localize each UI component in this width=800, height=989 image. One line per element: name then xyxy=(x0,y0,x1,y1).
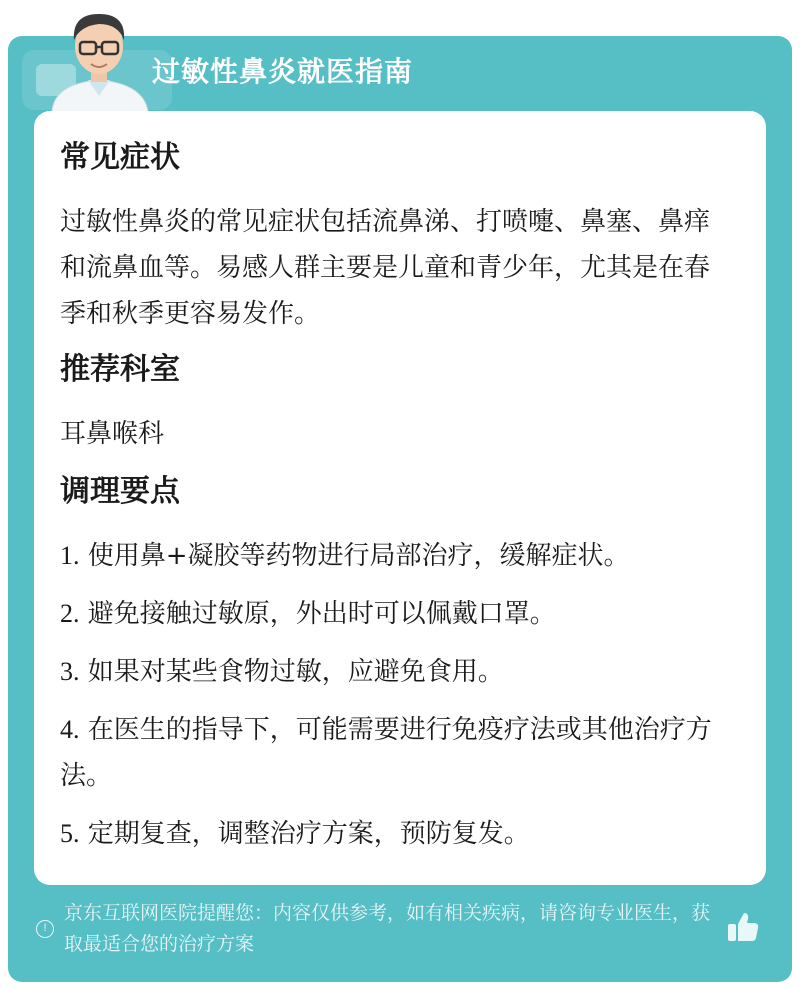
info-icon: ! xyxy=(36,920,54,938)
list-item-text: 定期复查，调整治疗方案，预防复发。 xyxy=(87,819,530,849)
symptoms-heading: 常见症状 xyxy=(60,140,180,175)
list-item-number: 1. xyxy=(60,541,80,570)
list-item xyxy=(60,533,740,579)
list-item-text: 在医生的指导下，可能需要进行免疫疗法或其他治疗方法。 xyxy=(60,715,712,791)
list-item xyxy=(60,707,740,799)
symptoms-text: 过敏性鼻炎的常见症状包括流鼻涕、打喷嚏、鼻塞、鼻痒和流鼻血等。易感人群主要是儿童和青少年，尤其是在春季和秋季更容易发作。 xyxy=(60,207,711,329)
footer-notice-text: 京东互联网医院提醒您：内容仅供参考，如有相关疾病，请咨询专业医生，获取最适合您的治疗方案 xyxy=(64,902,711,955)
department-heading: 推荐科室 xyxy=(60,352,180,387)
care-list xyxy=(60,533,740,869)
list-item-number: 5. xyxy=(60,819,80,848)
list-item-number: 4. xyxy=(60,715,80,744)
list-item-text: 如果对某些食物过敏，应避免食用。 xyxy=(87,657,504,687)
care-heading: 调理要点 xyxy=(60,474,180,509)
doctor-avatar xyxy=(44,4,154,112)
department-text: 耳鼻喉科 xyxy=(60,419,165,449)
list-item-text: 避免接触过敏原，外出时可以佩戴口罩。 xyxy=(87,599,556,629)
content-card xyxy=(34,111,766,885)
footer-notice xyxy=(36,898,796,968)
list-item xyxy=(60,649,740,695)
list-item-text: 使用鼻+凝胶等药物进行局部治疗，缓解症状。 xyxy=(87,541,630,571)
page-title: 过敏性鼻炎就医指南 xyxy=(152,55,414,88)
list-item-number: 2. xyxy=(60,599,80,628)
list-item-number: 3. xyxy=(60,657,80,686)
thumbs-up-icon[interactable] xyxy=(726,910,760,944)
list-item xyxy=(60,811,740,857)
list-item xyxy=(60,591,740,637)
